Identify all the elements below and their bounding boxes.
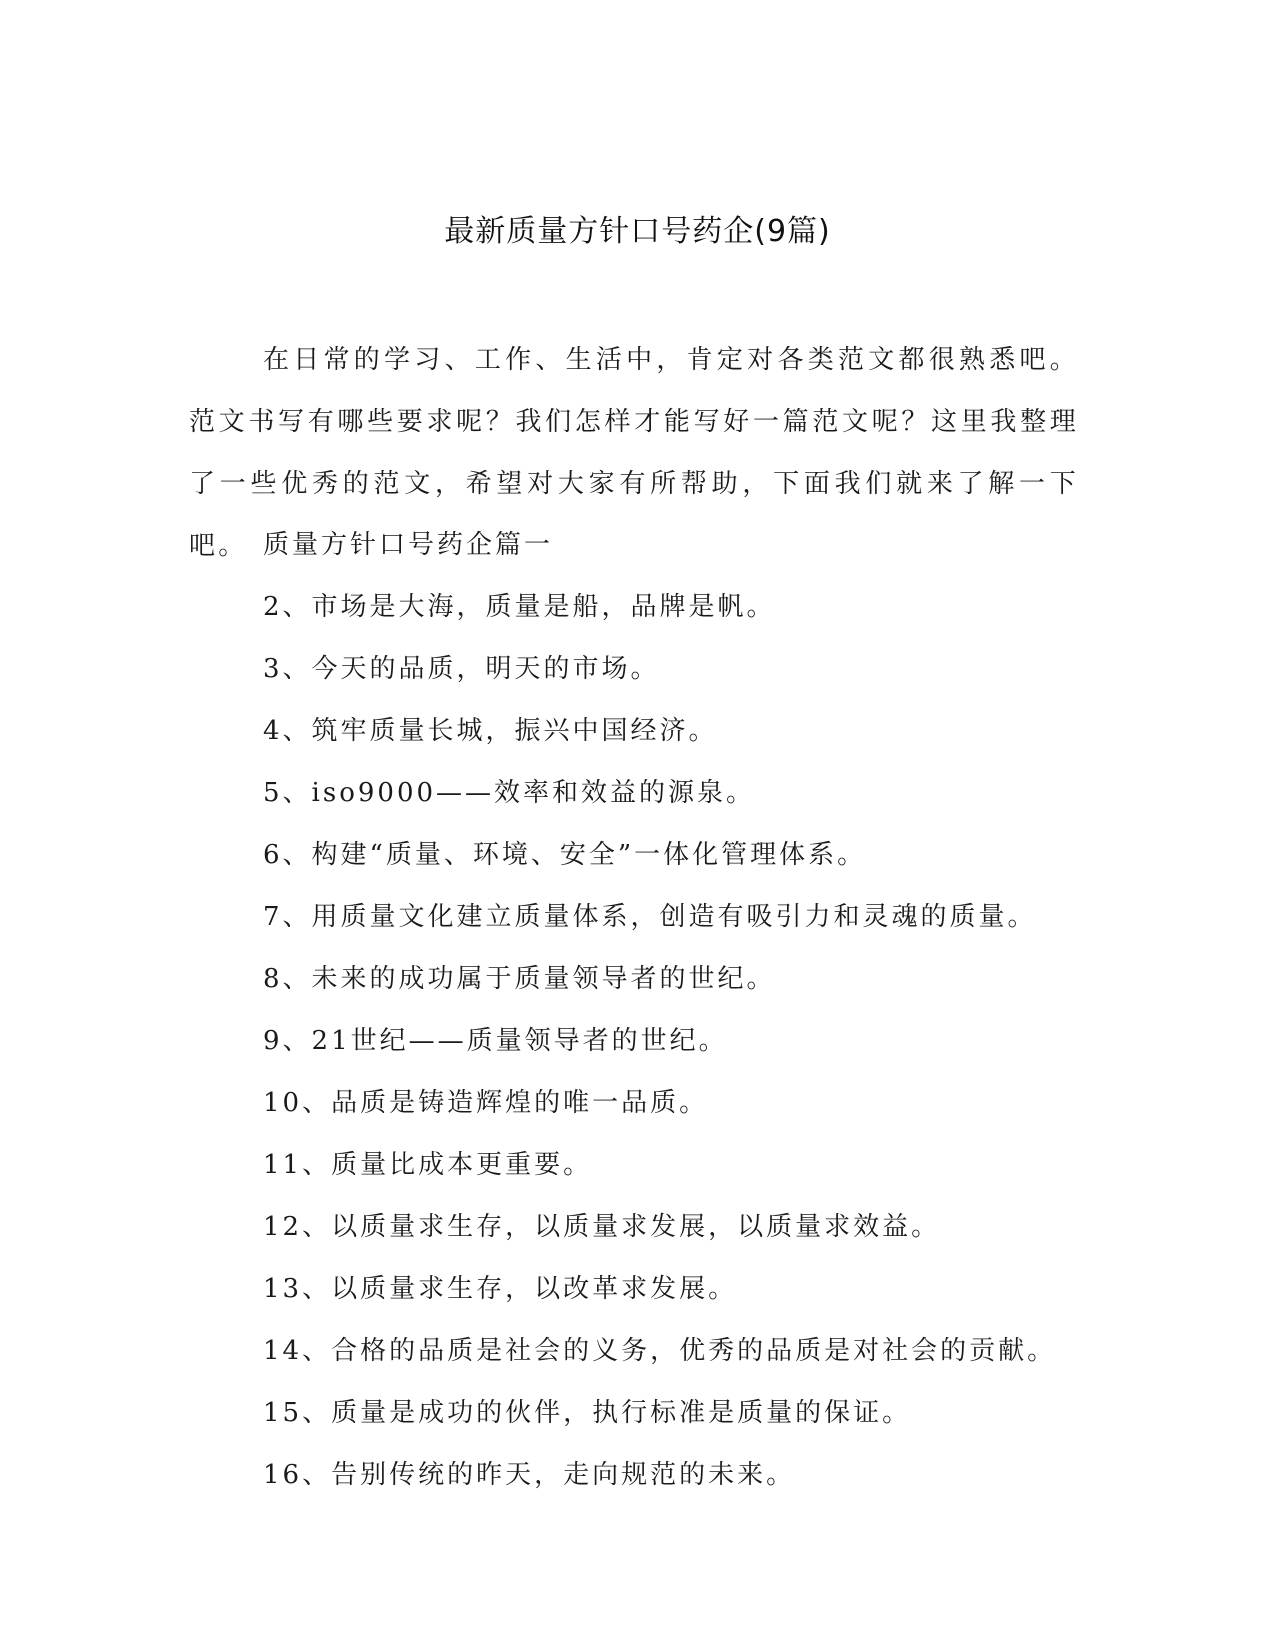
list-item: 11、质量比成本更重要。 xyxy=(263,1150,593,1180)
list-item: 9、21世纪——质量领导者的世纪。 xyxy=(263,1026,728,1056)
list-item: 15、质量是成功的伙伴，执行标准是质量的保证。 xyxy=(263,1398,912,1428)
list-item: 14、合格的品质是社会的义务，优秀的品质是对社会的贡献。 xyxy=(263,1336,1057,1366)
list-item: 16、告别传统的昨天，走向规范的未来。 xyxy=(263,1460,796,1490)
list-item: 10、品质是铸造辉煌的唯一品质。 xyxy=(263,1088,709,1118)
list-item: 7、用质量文化建立质量体系，创造有吸引力和灵魂的质量。 xyxy=(263,902,1037,932)
list-item: 3、今天的品质，明天的市场。 xyxy=(263,654,660,684)
list-item: 12、以质量求生存，以质量求发展，以质量求效益。 xyxy=(263,1212,941,1242)
document-title: 最新质量方针口号药企(9篇) xyxy=(444,214,831,249)
list-item: 8、未来的成功属于质量领导者的世纪。 xyxy=(263,964,776,994)
list-item: 2、市场是大海，质量是船，品牌是帆。 xyxy=(263,592,776,622)
section-heading: 质量方针口号药企篇一 xyxy=(263,530,554,560)
slogan-list xyxy=(263,514,1056,1506)
list-item: 4、筑牢质量长城，振兴中国经济。 xyxy=(263,716,718,746)
list-item: 5、iso9000——效率和效益的源泉。 xyxy=(263,778,756,808)
intro-paragraph: 在日常的学习、工作、生活中，肯定对各类范文都很熟悉吧。范文书写有哪些要求呢？我们怎样才能写好一篇范文呢？这里我整理了一些优秀的范文，希望对大家有所帮助，下面我们就来了解一下吧。 xyxy=(189,345,1079,561)
list-item: 13、以质量求生存，以改革求发展。 xyxy=(263,1274,738,1304)
list-item: 6、构建“质量、环境、安全”一体化管理体系。 xyxy=(263,840,867,870)
